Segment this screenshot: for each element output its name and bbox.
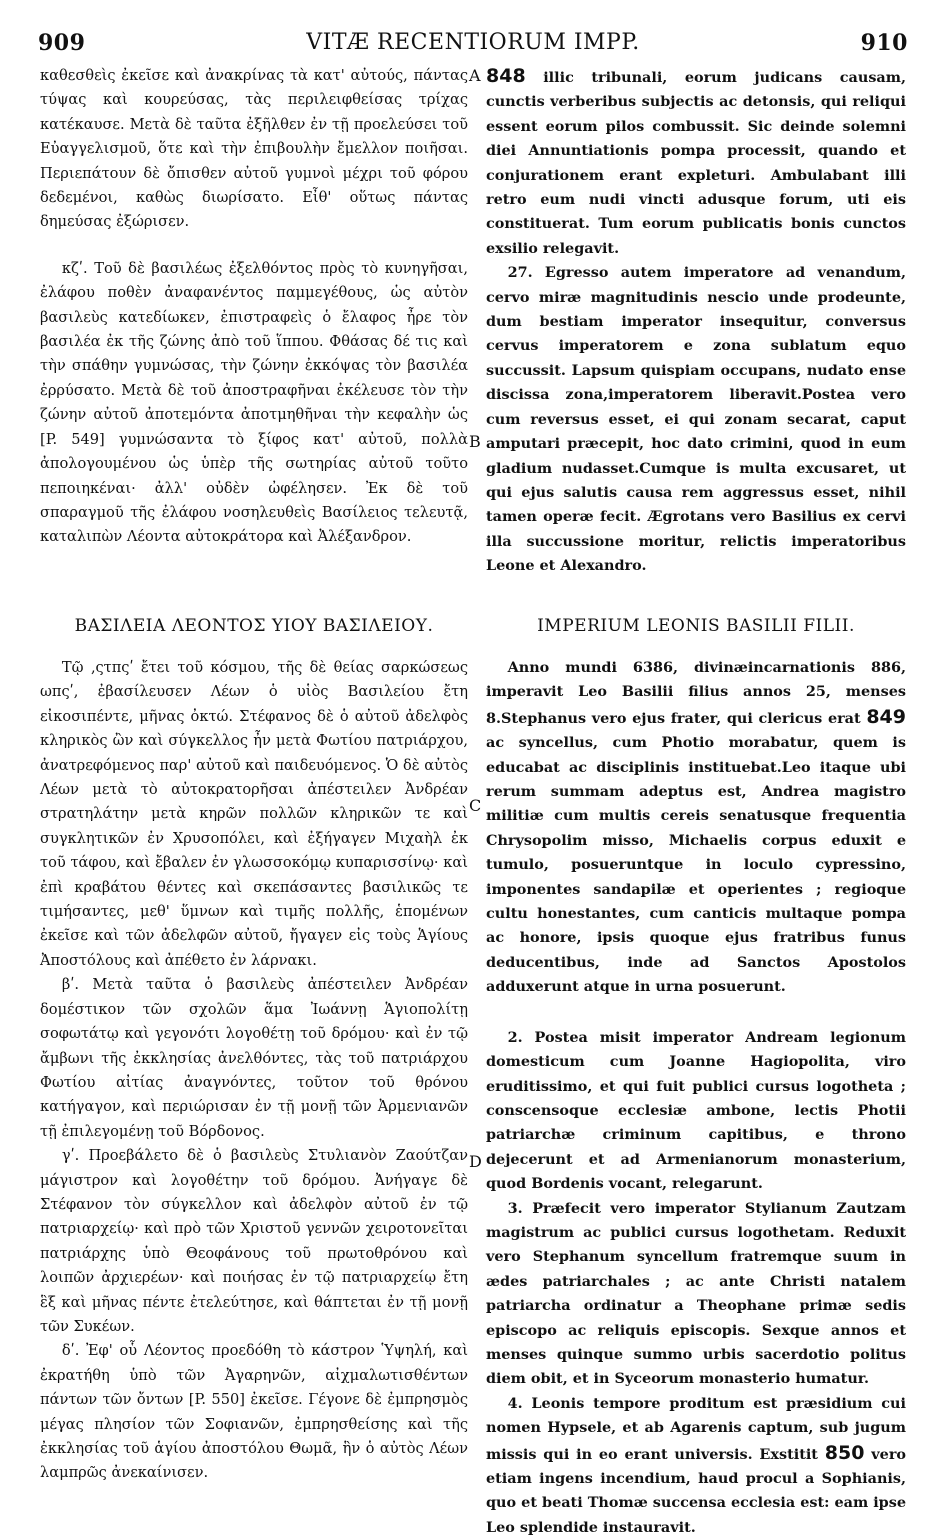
- latin-paragraph: [486, 1392, 906, 1540]
- greek-paragraph: βʹ. Μετὰ ταῦτα ὁ βασιλεὺς ἀπέστειλεν Ἀνδρέαν δομέστικον τῶν σχολῶν ἅμα Ἰωάννῃ Ἁγιοπολίτῃ σοφωτάτῳ καὶ γεγονότι λογοθέτῃ τοῦ δρόμου· καὶ ἐν τῷ ἄμβωνι τῆς ἐκκλησίας ἀνελθόντες, τὰς τοῦ πατριάρχου Φωτίου αἰτίας ἀναγνόντες, τοῦτον τοῦ θρόνου κατήγαγον, καὶ περιώρισαν ἐν τῇ μονῇ τῶν Ἀρμενιανῶν τῇ ἐπιλεγομένῃ τοῦ Βόρδονος.: [40, 976, 468, 1140]
- greek-paragraph: δʹ. Ἐφ' οὗ Λέοντος προεδόθη τὸ κάστρον Ὑψηλή, καὶ ἐκρατήθη ὑπὸ τῶν Ἀγαρηνῶν, αἰχμαλωτισθέντων πάντων τῶν ὄντων [P. 550] ἐκεῖσε. Γέγονε δὲ ἐμπρησμὸς μέγας πλησίον τῶν Σοφιανῶν, ἐμπρησθείσης καὶ τῆς ἐκκλησίας τοῦ ἁγίου ἀποστόλου Θωμᾶ, ἣν ὁ αὐτὸς Λέων λαμπρῶς ἀνεκαίνισεν.: [40, 1342, 468, 1482]
- greek-paragraph: καθεσθεὶς ἐκεῖσε καὶ ἀνακρίνας τὰ κατ' αὐτούς, πάντας τύψας καὶ κουρεύσας, τὰς περιλειφθείσας τρίχας κατέκαυσε. Μετὰ δὲ ταῦτα ἐξῆλθεν ἐν τῇ προελεύσει τοῦ Εὐαγγελισμοῦ, ὅτε καὶ τὴν ἐπιβουλὴν ἔμελλον ποιῆσαι. Περιεπάτουν δὲ ὄπισθεν αὐτοῦ γυμνοὶ μέχρι τοῦ φόρου δεδεμένοι, καθὼς διωρίσατο. Εἶθ' οὕτως πάντας δημεύσας ἐξώρισεν.: [40, 67, 468, 231]
- column-number-849: 849: [866, 705, 906, 728]
- latin-paragraph: 2. Postea misit imperator Andream legionum domesticum cum Joanne Hagiopolita, viro eruditissimo, et qui fuit publici cursus logotheta ; conscensoque ecclesiæ ambone, lectis Photii patriarchæ criminum capitibus, e throno dejecerunt et ad Armenianorum monasterium, quod Bordenis vocant, relegarunt.: [486, 1028, 906, 1193]
- latin-column-lower: [486, 656, 906, 1540]
- latin-paragraph: [486, 64, 906, 261]
- greek-paragraph: Τῷ ‚ςτπςʹ ἔτει τοῦ κόσμου, τῆς δὲ θείας σαρκώσεως ωπςʹ, ἐβασίλευσεν Λέων ὁ υἱὸς Βασιλείου ἔτη εἰκοσιπέντε, μῆνας ὀκτώ. Στέφανος δὲ ὁ αὐτοῦ ἀδελφὸς κληρικὸς ὢν καὶ σύγκελλος ἦν μετὰ Φωτίου πατριάρχου, ἀνατρεφόμενος παρ' αὐτοῦ καὶ παιδευόμενος. Ὁ δὲ αὐτὸς Λέων μετὰ τὸ αὐτοκρατορῆσαι ἀπέστειλεν Ἀνδρέαν στρατηλάτην μετὰ κηρῶν πολλῶν κληρικῶν τε καὶ συγκλητικῶν ἐν Χρυσοπόλει, καὶ ἐξήγαγεν Μιχαὴλ ἐκ τοῦ τάφου, καὶ ἔβαλεν ἐν γλωσσοκόμῳ κυπαρισσίνῳ· καὶ ἐπὶ κραβάτου θέντες καὶ σκεπάσαντες βασιλικῶς τε τιμήσαντες, μεθ' ὕμνων καὶ τιμῆς πολλῆς, ἑπομένων ἐκεῖσε καὶ τῶν ἀδελφῶν αὐτοῦ, ἤγαγεν εἰς τοὺς Ἁγίους Ἀποστόλους καὶ ἀπέθετο ἐν λάρνακι.: [40, 659, 468, 969]
- latin-column-upper: [486, 64, 906, 579]
- margin-letter-c: C: [469, 796, 482, 815]
- latin-text: Anno mundi 6386, divinæincarnationis 886, imperavit Leo Basilii filius annos 25, menses 8.Stephanus vero ejus frater, qui clericus erat: [486, 659, 906, 727]
- latin-section-heading: IMPERIUM LEONIS BASILII FILII.: [537, 616, 855, 636]
- latin-text: vero etiam ingens incendium, haud procul a Sophianis, quo et beati Thomæ succensa ecclesia est: eam ipse Leo splendide instauravit.: [486, 1445, 906, 1536]
- latin-paragraph: 27. Egresso autem imperatore ad venandum, cervo miræ magnitudinis nescio unde prodeunte, dum bestiam imperator insequitur, conversus cervus imperatorem e zona sublatum equo succussit. Lapsum quispiam occupans, nudato ense discissa zona,imperatorem liberavit.Postea vero cum reversus esset, ei qui zonam secarat, caput amputari præcepit, hoc dato crimini, quod in eum gladium nudasset.Cumque is multa excusaret, ut qui ejus salutis causa rem aggressus esset, nihil tamen operæ fecit. Ægrotans vero Basilius ex cervi illa succussione moritur, relictis imperatoribus Leone et Alexandro.: [486, 264, 906, 575]
- greek-section-heading: ΒΑΣΙΛΕΙΑ ΛΕΟΝΤΟΣ ΥΙΟΥ ΒΑΣΙΛΕΙΟΥ.: [74, 616, 434, 636]
- latin-text: 4. Leonis tempore proditum est præsidium cui nomen Hypsele, et ab Agarenis captum, sub jugum missis qui in eo erant universis. Exstitit: [486, 1394, 906, 1463]
- latin-text: ac syncellus, cum Photio morabatur, quem is educabat ac disciplinis instituebat.Leo itaque ubi rerum summam adeptus est, Andrea magistro militiæ cum multis cereis senatusque frequentia Chrysopolim misso, Michaelis corpus eduxit e tumulo, posueruntque in loculo cypressino, imponentes sandapilæ et operientes ; regioque cultu honestantes, cum canticis multaque pompa ac honore, ipsis quoque ejus fratribus funus deducentibus, inde ad Sanctos Apostolos adduxerunt atque in urna posuerunt.: [486, 734, 906, 996]
- page-number-left: 909: [38, 30, 86, 56]
- margin-letter-b: B: [469, 432, 481, 451]
- running-title: VITÆ RECENTIORUM IMPP.: [306, 30, 640, 55]
- greek-paragraph: γʹ. Προεβάλετο δὲ ὁ βασιλεὺς Στυλιανὸν Ζαούτζαν μάγιστρον καὶ λογοθέτην τοῦ δρόμου. Ἀνήγαγε δὲ Στέφανον τὸν σύγκελλον καὶ ἀδελφὸν αὐτοῦ ἐν τῷ πατριαρχείῳ· καὶ πρὸ τῶν Χριστοῦ γεννῶν χειροτονεῖται πατριάρχης ὑπὸ Θεοφάνους τοῦ πρωτοθρόνου καὶ λοιπῶν ἀρχιερέων· καὶ ποιήσας ἐν τῷ πατριαρχείῳ ἔτη ἓξ καὶ μῆνας πέντε ἐτελεύτησε, καὶ θάπτεται ἐν τῇ μονῇ τῶν Συκέων.: [40, 1147, 468, 1335]
- column-number-848: 848: [486, 65, 526, 87]
- latin-paragraph: 3. Præfecit vero imperator Stylianum Zautzam magistrum ac publici cursus logothetam. Reduxit vero Stephanum syncellum fratremque suum in ædes patriarchales ; ac ante Christi natalem patriarcha ordinatur a Theophane primæ sedis episcopo ac reliquis episcopis. Sexque annos et menses quinque summo urbis sacerdotio politus diem obit, et in Syceorum monasterio humatur.: [486, 1199, 906, 1388]
- page-header: [38, 30, 908, 62]
- latin-paragraph: [486, 656, 906, 1000]
- margin-letter-d: D: [469, 1152, 482, 1171]
- greek-paragraph: κζʹ. Τοῦ δὲ βασιλέως ἐξελθόντος πρὸς τὸ κυνηγῆσαι, ἐλάφου ποθὲν ἀναφανέντος παμμεγέθους, ὡς αὐτὸν βασιλεὺς κατεδίωκεν, ἐπιστραφεὶς ὁ ἔλαφος ἦρε τὸν βασιλέα ἐκ τῆς ζώνης ἀπὸ τοῦ ἵππου. Φθάσας δέ τις καὶ τὴν σπάθην γυμνώσας, τὴν ζώνην ἐκκόψας τὸν βασιλέα ἐρρύσατο. Μετὰ δὲ τοῦ ἀποστραφῆναι ἐκέλευσε τὸν τὴν ζώνην αὐτοῦ ἀποτεμόντα ἀποτμηθῆναι τὴν κεφαλὴν ὡς [P. 549] γυμνώσαντα τὸ ξίφος κατ' αὐτοῦ, πολλὰ ἀπολογουμένου ὡς ὑπὲρ τῆς σωτηρίας αὐτοῦ τοῦτο πεποιηκέναι· ἀλλ' οὐδὲν ὠφέλησεν. Ἐκ δὲ τοῦ σπαραγμοῦ τῆς ἐλάφου νοσηλευθεὶς Βασίλειος τελευτᾷ, καταλιπὼν Λέοντα αὐτοκράτορα καὶ Ἀλέξανδρον.: [40, 259, 468, 546]
- column-number-850: 850: [824, 1441, 865, 1464]
- greek-column-lower: [40, 656, 468, 1486]
- latin-text: illic tribunali, eorum judicans causam, cunctis verberibus subjectis ac detonsis, qui reliqui essent eorum pilos combussit. Sic deinde solemni diei Annuntiationis pompa processit, quando et conjurationem erant expleturi. Ambulabant illi retro eum nudi vincti adusque forum, uti eis constituerat. Tum eorum publicatis bonis cunctos exsilio relegavit.: [486, 69, 906, 257]
- margin-letter-a: A: [469, 66, 481, 85]
- greek-column-upper: [40, 64, 468, 550]
- page-number-right: 910: [860, 30, 908, 56]
